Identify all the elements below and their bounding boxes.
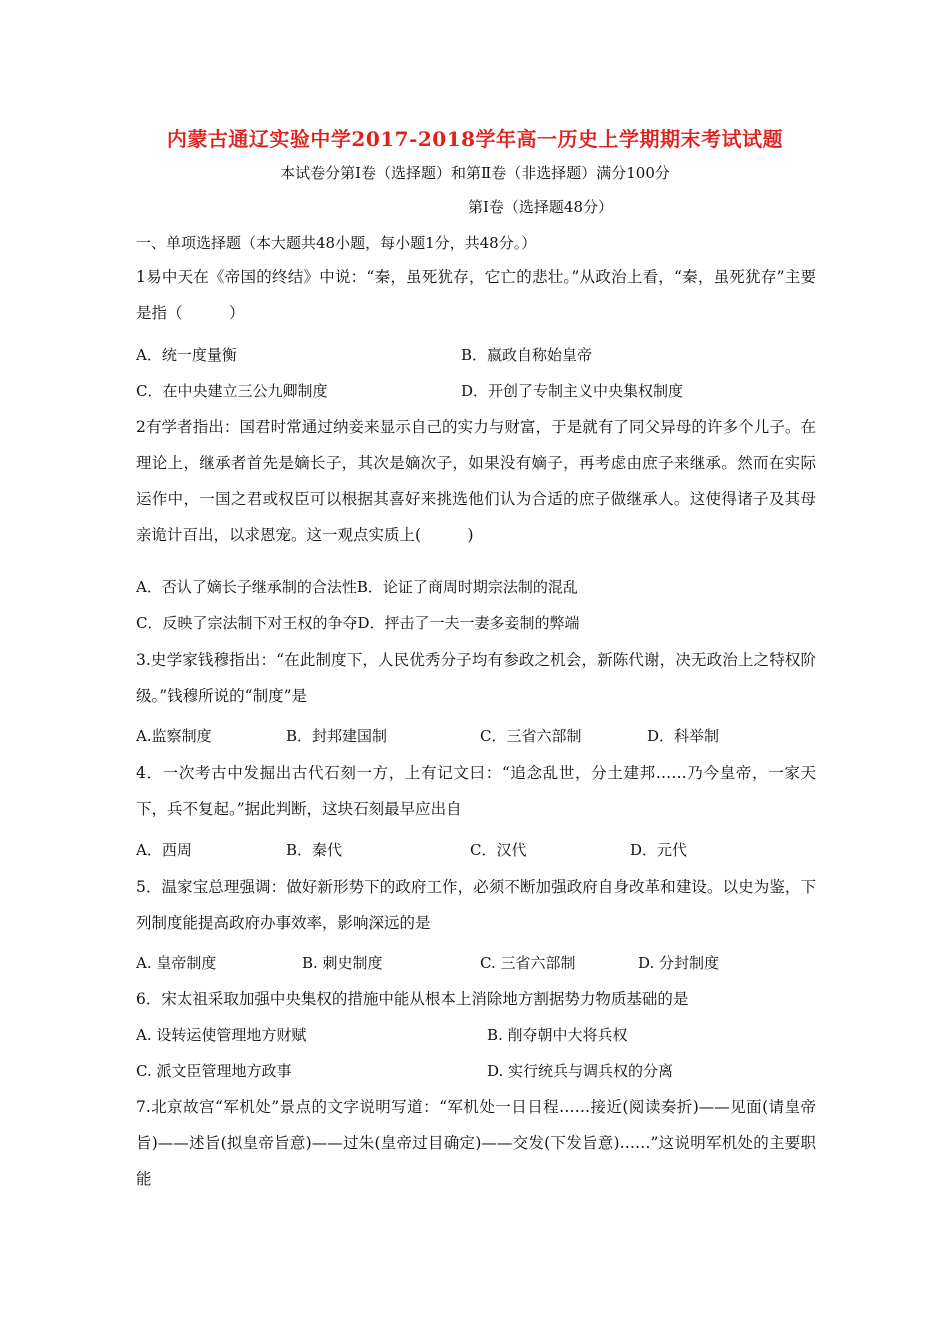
section-heading: 第Ⅰ卷（选择题48分） — [468, 198, 614, 216]
question-5-stem: 5．温家宝总理强调：做好新形势下的政府工作，必须不断加强政府自身改革和建设。以史为鉴，下列制度能提高政府办事效率，影响深远的是 — [136, 878, 816, 932]
question-4-option-c: C．汉代 — [470, 841, 527, 859]
question-6-stem: 6．宋太祖采取加强中央集权的措施中能从根本上消除地方割据势力物质基础的是 — [136, 990, 689, 1008]
question-4-stem: 4．一次考古中发掘出古代石刻一方，上有记文曰：“追念乱世，分土建邦……乃今皇帝，一家天下，兵不复起。”据此判断，这块石刻最早应出自 — [136, 764, 816, 818]
question-6-option-b: B. 削夺朝中大将兵权 — [487, 1026, 628, 1044]
question-1-option-d: D．开创了专制主义中央集权制度 — [461, 382, 684, 400]
question-3-option-b: B．封邦建国制 — [286, 727, 388, 745]
question-6-option-d: D. 实行统兵与调兵权的分离 — [487, 1062, 674, 1080]
question-5-option-c: C. 三省六部制 — [480, 954, 576, 972]
question-2-stem: 2有学者指出：国君时常通过纳妾来显示自己的实力与财富，于是就有了同父异母的许多个儿子。在理论上，继承者首先是嫡长子，其次是嫡次子，如果没有嫡子，再考虑由庶子来继承。然而在实际运作中，一国之君或权臣可以根据其喜好来挑选他们认为合适的庶子做继承人。这使得诸子及其母亲诡计百出，以求恩宠。这一观点实质上( ) — [136, 418, 816, 544]
question-2-options-ab: A．否认了嫡长子继承制的合法性B．论证了商周时期宗法制的混乱 — [136, 578, 578, 596]
question-6-option-a: A. 设转运使管理地方财赋 — [136, 1026, 307, 1044]
question-4-option-d: D．元代 — [630, 841, 688, 859]
question-2-options-cd: C．反映了宗法制下对王权的争夺D．抨击了一夫一妻多妾制的弊端 — [136, 614, 580, 632]
question-1-option-a: A．统一度量衡 — [136, 346, 237, 364]
part-heading: 一、单项选择题（本大题共48小题，每小题1分，共48分。） — [136, 234, 537, 252]
exam-subtitle: 本试卷分第Ⅰ卷（选择题）和第Ⅱ卷（非选择题）满分100分 — [280, 164, 670, 182]
question-5-option-d: D. 分封制度 — [638, 954, 720, 972]
question-3-option-a: A.监察制度 — [136, 727, 212, 745]
question-1-stem: 1易中天在《帝国的终结》中说：“秦，虽死犹存，它亡的悲壮。”从政治上看，“秦，虽死犹存”主要是指（ ） — [136, 268, 816, 322]
question-5-option-a: A. 皇帝制度 — [136, 954, 217, 972]
question-7-stem: 7.北京故宫“军机处”景点的文字说明写道：“军机处一日日程……接近(阅读奏折)——见面(请皇帝旨)——述旨(拟皇帝旨意)——过朱(皇帝过目确定)——交发(下发旨意)……”这说明军机处的主要职能 — [136, 1098, 816, 1188]
question-1-option-c: C．在中央建立三公九卿制度 — [136, 382, 328, 400]
question-4-option-b: B．秦代 — [286, 841, 343, 859]
page-title: 内蒙古通辽实验中学2017-2018学年高一历史上学期期末考试试题 — [166, 127, 784, 151]
question-4-option-a: A．西周 — [136, 841, 192, 859]
question-3-option-c: C．三省六部制 — [480, 727, 582, 745]
question-3-stem: 3.史学家钱穆指出：“在此制度下，人民优秀分子均有参政之机会，新陈代谢，决无政治上之特权阶级。”钱穆所说的“制度”是 — [136, 651, 816, 705]
question-3-option-d: D．科举制 — [647, 727, 720, 745]
question-1-option-b: B．嬴政自称始皇帝 — [461, 346, 593, 364]
question-6-option-c: C. 派文臣管理地方政事 — [136, 1062, 292, 1080]
question-5-option-b: B. 刺史制度 — [302, 954, 383, 972]
